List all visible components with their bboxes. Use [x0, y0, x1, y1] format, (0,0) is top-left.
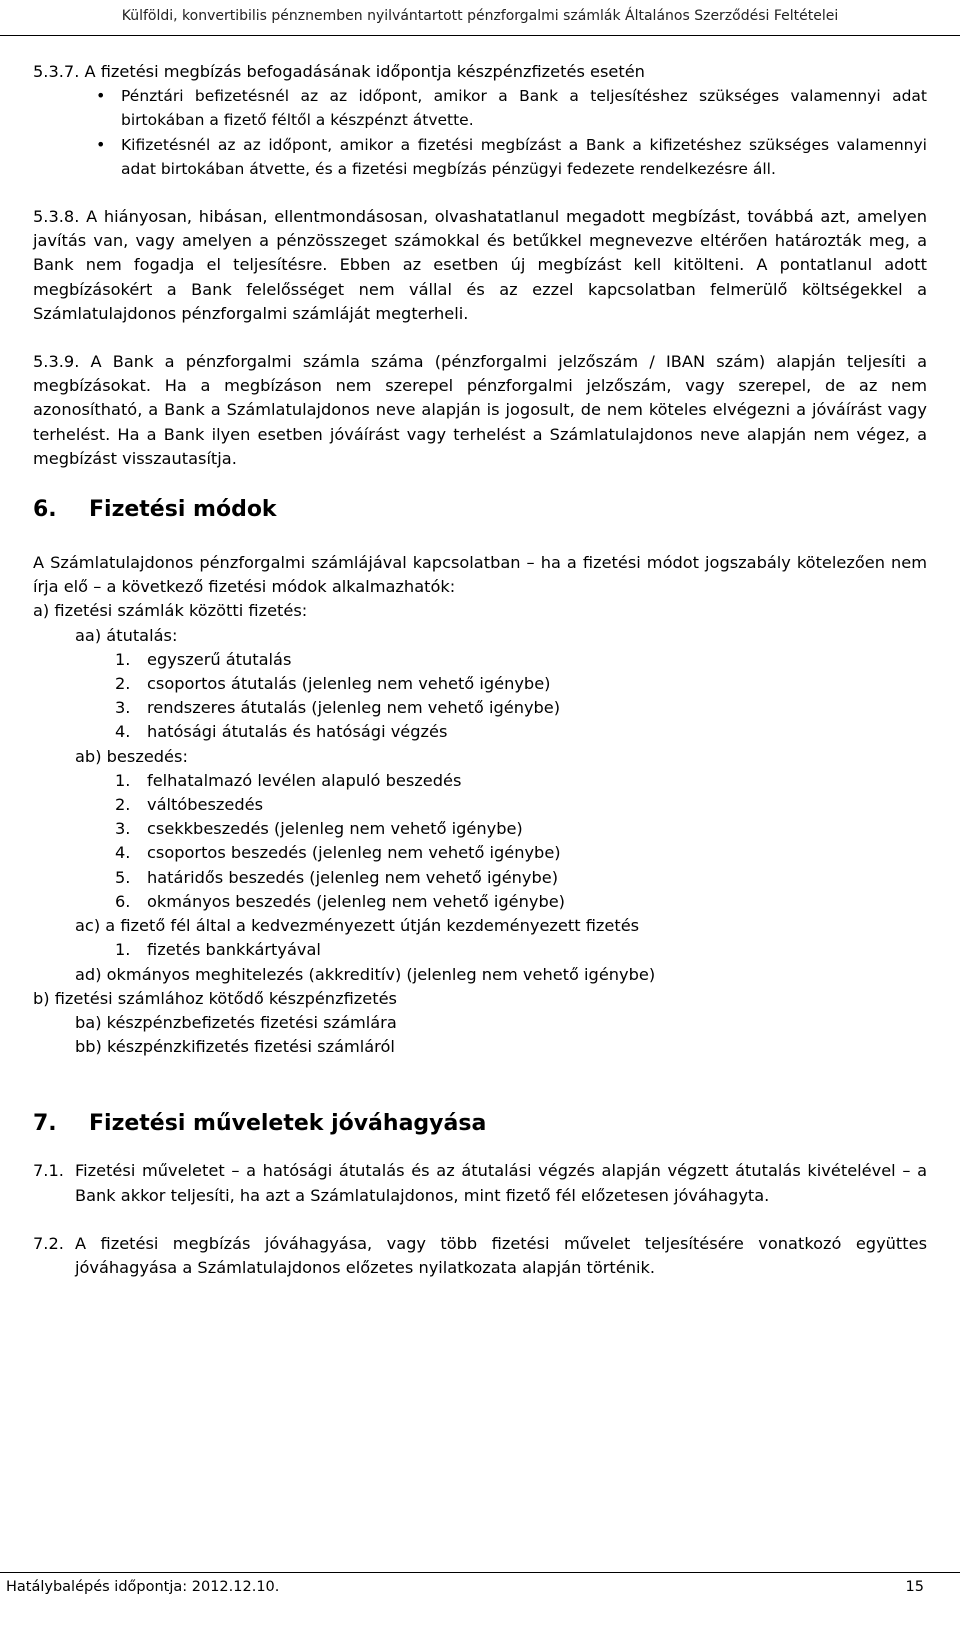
section-title: Fizetési módok [89, 497, 277, 523]
list-item: a) fizetési számlák közötti fizetés: [33, 601, 308, 621]
list-item: ab) beszedés: [75, 746, 188, 766]
list-item: b) fizetési számlához kötődő készpénzfizetés [33, 988, 397, 1008]
section-7-1: 7.1. Fizetési műveletet – a hatósági átutalás és az átutalási végzés alapján végzett átutalás kivételével – a Bank akkor teljesíti, ha azt a Számlatulajdonos, mint fizető fél előzetesen jóváhagyta. [33, 1161, 927, 1205]
header-title: Külföldi, konvertibilis pénznemben nyilvántartott pénzforgalmi számlák Általános Szerződési Feltételei [121, 8, 839, 24]
document-body [33, 60, 927, 1304]
list-item: 4. hatósági átutalás és hatósági végzés [115, 722, 448, 742]
list-item: 1. fizetés bankkártyával [115, 940, 321, 960]
list-item: 6. okmányos beszedés (jelenleg nem vehető igénybe) [115, 891, 565, 911]
list-item: ba) készpénzbefizetés fizetési számlára [75, 1012, 397, 1032]
list-item: 3. csekkbeszedés (jelenleg nem vehető igénybe) [115, 819, 523, 839]
section-6-heading [33, 495, 927, 525]
section-number: 7. [33, 1111, 57, 1137]
list-item: ac) a fizető fél által a kedvezményezett útján kezdeményezett fizetés [75, 916, 640, 936]
list-item: 1. egyszerű átutalás [115, 649, 292, 669]
bullet-item: • Kifizetésnél az az időpont, amikor a fizetési megbízást a Bank a kifizetéshez szükséges valamennyi adat birtokában átvette, és a fizetési megbízás pénzügyi fedezete rendelkezésre áll. [121, 133, 927, 181]
list-item: bb) készpénzkifizetés fizetési számláról [75, 1037, 395, 1057]
list-item: 1. felhatalmazó levélen alapuló beszedés [115, 770, 462, 790]
section-7-2: 7.2. A fizetési megbízás jóváhagyása, vagy több fizetési művelet teljesítésére vonatkozó együttes jóváhagyása a Számlatulajdonos előzetes nyilatkozata alapján történik. [33, 1233, 927, 1277]
page-footer [0, 1572, 960, 1600]
list-item: ad) okmányos meghitelezés (akkreditív) (jelenleg nem vehető igénybe) [75, 964, 656, 984]
section-5-3-9: 5.3.9. A Bank a pénzforgalmi számla száma (pénzforgalmi jelzőszám / IBAN szám) alapján teljesíti a megbízásokat. Ha a megbízáson nem szerepel pénzforgalmi jelzőszám, vagy szerepel, de az nem azonosítható, a Bank a Számlatulajdonos neve alapján is jogosult, de nem köteles elvégezni a jóváírást vagy terhelést. Ha a Bank ilyen esetben jóváírást vagy terhelést a Számlatulajdonos neve alapján nem végez, a megbízást visszautasítja. [33, 352, 927, 468]
page-header [0, 6, 960, 36]
section-5-3-7-bullets [33, 84, 927, 181]
list-item: aa) átutalás: [75, 625, 178, 645]
list-item: 3. rendszeres átutalás (jelenleg nem vehető igénybe) [115, 698, 561, 718]
bullet-item: • Pénztári befizetésnél az az időpont, amikor a Bank a teljesítéshez szükséges valamennyi adat birtokában a fizető féltől a készpénzt átvette. [121, 84, 927, 132]
section-6-intro: A Számlatulajdonos pénzforgalmi számlájával kapcsolatban – ha a fizetési módot jogszabály kötelezően nem írja elő – a következő fizetési módok alkalmazhatók: [33, 553, 927, 597]
page-number: 15 [905, 1579, 924, 1595]
list-item: 5. határidős beszedés (jelenleg nem vehető igénybe) [115, 867, 559, 887]
list-item: 2. váltóbeszedés [115, 795, 264, 815]
section-title: Fizetési műveletek jóváhagyása [89, 1111, 487, 1137]
section-number: 6. [33, 497, 57, 523]
section-5-3-8: 5.3.8. A hiányosan, hibásan, ellentmondásosan, olvashatatlanul megadott megbízást, továbbá azt, amelyen javítás van, vagy amelyen a pénzösszeget számokkal és betűkkel megnevezve eltérően határozták meg, a Bank nem fogadja el teljesítésre. Ebben az esetben új megbízást kell kitölteni. A pontatlanul adott megbízásokért a Bank felelősséget nem vállal és az ezzel kapcsolatban felmerülő költségekkel a Számlatulajdonos pénzforgalmi számláját megterheli. [33, 207, 927, 323]
list-item: 2. csoportos átutalás (jelenleg nem vehető igénybe) [115, 674, 551, 694]
list-item: 4. csoportos beszedés (jelenleg nem vehető igénybe) [115, 843, 561, 863]
section-7-heading [33, 1109, 927, 1139]
effective-date: Hatálybalépés időpontja: 2012.12.10. [6, 1579, 280, 1595]
section-5-3-7-title: 5.3.7. A fizetési megbízás befogadásának időpontja készpénzfizetés esetén [33, 62, 645, 81]
